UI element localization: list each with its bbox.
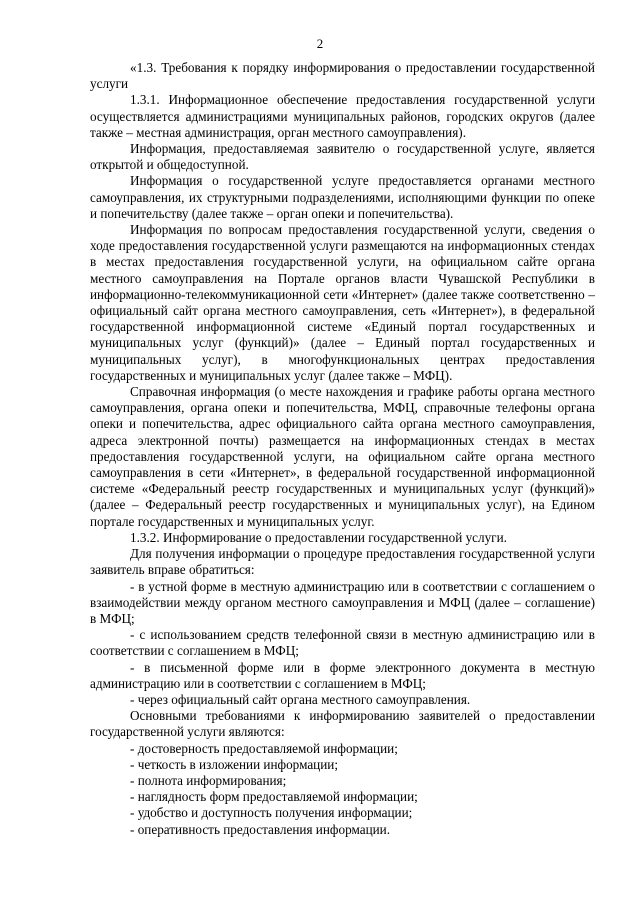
section-heading-1-3: «1.3. Требования к порядку информирования о предоставлении государственной услуги (90, 60, 595, 92)
paragraph: Информация о государственной услуге предоставляется органами местного самоуправления, их структурными подразделениями, исполняющими функции по опеке и попечительству (далее также – орган опеки и попечительства). (90, 173, 595, 221)
list-item: - оперативность предоставления информации. (130, 821, 391, 837)
paragraph-1-3-1: 1.3.1. Информационное обеспечение предоставления государственной услуги осуществляется администрациями муниципальных районов, городских округов (далее также – местная администрация, орган местного самоуправления). (90, 92, 595, 140)
page-number: 2 (316, 36, 324, 51)
document-body (90, 60, 595, 838)
paragraph: Справочная информация (о месте нахождения и графике работы органа местного самоуправления, органа опеки и попечительства, МФЦ, справочные телефоны органа опеки и попечительства, адрес официального сайта органа местного самоуправления, адреса электронной почты) размещается на информационных стендах в местах предоставления государственной услуги, на официальном сайте органа местного самоуправления в сети «Интернет», в федеральной государственной информационной системе «Федеральный реестр государственных и муниципальных услуг (функций)» (далее – Федеральный реестр государственных и муниципальных услуг), на Едином портале государственных и муниципальных услуг. (90, 384, 595, 529)
list-item: - с использованием средств телефонной связи в местную администрацию или в соответствии с соглашением в МФЦ; (90, 627, 595, 659)
list-item: - удобство и доступность получения информации; (130, 805, 413, 821)
paragraph-1-3-2: 1.3.2. Информирование о предоставлении государственной услуги. (130, 529, 507, 545)
paragraph: Основными требованиями к информированию заявителей о предоставлении государственной услуги являются: (90, 708, 595, 740)
paragraph: Информация по вопросам предоставления государственной услуги, сведения о ходе предоставления государственной услуги размещаются на информационных стендах в местах предоставления государственной услуги, на официальном сайте органа местного самоуправления на Портале органов власти Чувашской Республики в информационно-телекоммуникационной сети «Интернет» (далее также соответственно – официальный сайт органа местного самоуправления, сеть «Интернет»), в федеральной государственной информационной системе «Единый портал государственных и муниципальных услуг (функций)» (далее – Единый портал государственных и муниципальных услуг), в многофункциональных центрах предоставления государственных и муниципальных услуг (далее также – МФЦ). (90, 222, 595, 383)
list-item: - через официальный сайт органа местного самоуправления. (130, 691, 471, 707)
list-item: - в письменной форме или в форме электронного документа в местную администрацию или в соответствии с соглашением в МФЦ; (90, 659, 595, 691)
list-item: - наглядность форм предоставляемой информации; (130, 789, 418, 805)
list-item: - в устной форме в местную администрацию или в соответствии с соглашением о взаимодействии между органом местного самоуправления и МФЦ (далее – соглашение) в МФЦ; (90, 578, 595, 626)
paragraph: Информация, предоставляемая заявителю о государственной услуге, является открытой и общедоступной. (90, 141, 595, 173)
list-item: - достоверность предоставляемой информации; (130, 740, 398, 756)
list-item: - четкость в изложении информации; (130, 756, 339, 772)
list-item: - полнота информирования; (130, 772, 287, 788)
paragraph: Для получения информации о процедуре предоставления государственной услуги заявитель вправе обратиться: (90, 546, 595, 578)
